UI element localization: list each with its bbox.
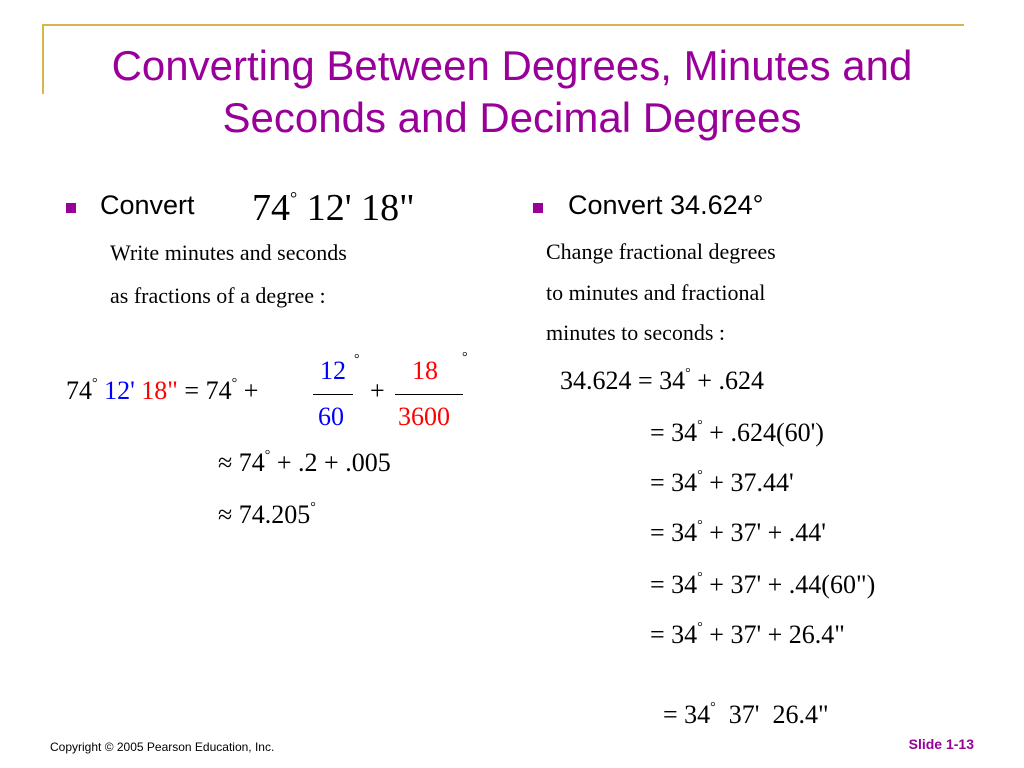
degree-symbol-icon: ° bbox=[290, 188, 298, 208]
right-step-1 bbox=[560, 366, 764, 396]
eq1-seconds: 18" bbox=[141, 376, 178, 405]
right-step-5 bbox=[650, 570, 875, 600]
degree-symbol-icon: ° bbox=[710, 700, 716, 715]
step-rhs: + 37.44' bbox=[702, 468, 794, 497]
degree-symbol-icon: ° bbox=[354, 352, 360, 367]
eq3-result: ≈ 74.205 bbox=[218, 500, 311, 529]
step-lhs: = 34 bbox=[650, 518, 698, 547]
slide-number: Slide 1-13 bbox=[908, 736, 974, 752]
left-equation-3 bbox=[218, 500, 316, 530]
right-step-6 bbox=[650, 620, 845, 650]
eq1-equals-degrees: = 74 bbox=[184, 376, 232, 405]
step-lhs: = 34 bbox=[650, 418, 698, 447]
eq1-plus-2: + bbox=[370, 376, 385, 405]
right-note-line-1: Change fractional degrees bbox=[546, 239, 776, 264]
slide-title bbox=[50, 40, 974, 144]
eq1-minutes: 12' bbox=[104, 376, 135, 405]
fraction-2-bar bbox=[395, 394, 463, 395]
eq2-approx-degrees: ≈ 74 bbox=[218, 448, 265, 477]
footer-copyright: Copyright © 2005 Pearson Education, Inc. bbox=[50, 740, 275, 754]
left-bullet-label: Convert bbox=[100, 190, 195, 220]
bullet-square-icon bbox=[533, 203, 543, 213]
dms-value bbox=[252, 186, 415, 230]
degree-symbol-icon: ° bbox=[310, 500, 316, 515]
step-rhs: + 37' + 26.4" bbox=[702, 620, 845, 649]
left-note-line-2: as fractions of a degree : bbox=[110, 283, 326, 308]
step-lhs: = 34 bbox=[663, 700, 711, 729]
title-line-1: Converting Between Degrees, Minutes and bbox=[111, 42, 913, 89]
right-step-2 bbox=[650, 418, 824, 448]
step-rhs: 37' 26.4" bbox=[715, 700, 829, 729]
degree-symbol-icon: ° bbox=[231, 376, 238, 391]
right-bullet-label: Convert 34.624° bbox=[568, 190, 764, 220]
degree-symbol-icon: ° bbox=[697, 518, 703, 533]
right-step-7 bbox=[650, 670, 829, 730]
bullet-square-icon bbox=[66, 203, 76, 213]
dms-degrees: 74 bbox=[252, 187, 290, 229]
eq1-degrees: 74 bbox=[66, 376, 92, 405]
left-note-line-1: Write minutes and seconds bbox=[110, 240, 347, 265]
degree-symbol-icon: ° bbox=[697, 468, 703, 483]
dms-minutes: 12' bbox=[306, 187, 352, 229]
degree-symbol-icon: ° bbox=[264, 448, 271, 463]
left-equation-1-lhs bbox=[66, 376, 258, 406]
right-note-line-2: to minutes and fractional bbox=[546, 280, 766, 305]
eq1-plus-1: + bbox=[243, 376, 259, 405]
step-rhs: + 37' + .44' bbox=[702, 518, 826, 547]
right-note-line-3: minutes to seconds : bbox=[546, 320, 726, 345]
step-rhs: + .624(60') bbox=[702, 418, 824, 447]
step-rhs: + .624 bbox=[690, 366, 764, 395]
fraction-2-numerator: 18 bbox=[412, 356, 438, 385]
degree-symbol-icon: ° bbox=[462, 350, 468, 365]
step-lhs: = 34 bbox=[650, 620, 698, 649]
left-equation-2 bbox=[218, 448, 391, 478]
right-step-4 bbox=[650, 518, 826, 548]
title-line-2: Seconds and Decimal Degrees bbox=[222, 94, 802, 141]
fraction-1-denominator: 60 bbox=[318, 402, 344, 431]
step-lhs: = 34 bbox=[650, 468, 698, 497]
fraction-1-numerator: 12 bbox=[320, 356, 346, 385]
degree-symbol-icon: ° bbox=[697, 570, 703, 585]
fraction-2-denominator: 3600 bbox=[398, 402, 450, 431]
frame-top-rule bbox=[42, 24, 964, 26]
dms-seconds: 18" bbox=[361, 187, 415, 229]
degree-symbol-icon: ° bbox=[697, 418, 703, 433]
right-step-3 bbox=[650, 468, 794, 498]
step-lhs: = 34 bbox=[650, 570, 698, 599]
frame-left-rule bbox=[42, 24, 44, 94]
step-lhs: 34.624 = 34 bbox=[560, 366, 686, 395]
degree-symbol-icon: ° bbox=[92, 376, 98, 391]
eq2-rest: + .2 + .005 bbox=[270, 448, 391, 477]
step-rhs: + 37' + .44(60") bbox=[702, 570, 876, 599]
fraction-1-bar bbox=[313, 394, 353, 395]
degree-symbol-icon: ° bbox=[697, 620, 703, 635]
degree-symbol-icon: ° bbox=[685, 366, 691, 381]
